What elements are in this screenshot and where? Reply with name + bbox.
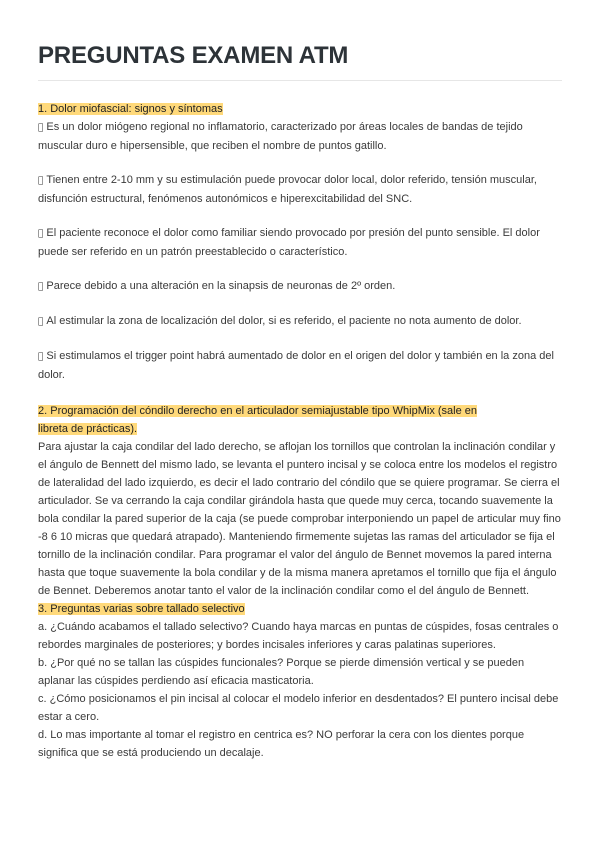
section-heading: 2. Programación del cóndilo derecho en el articulador semiajustable tipo WhipMix (sale en libreta de prácticas). — [38, 405, 478, 435]
bullet-item: Parece debido a una alteración en la sinapsis de neuronas de 2º orden. — [38, 277, 562, 296]
question-item: a. ¿Cuándo acabamos el tallado selectivo? Cuando haya marcas en puntas de cúspides, fosas centrales o rebordes marginales de posteriores; y bordes incisales inferiores y caras palatinas superiores. — [38, 621, 559, 651]
question-item: d. Lo mas importante al tomar el registro en centrica es? NO perforar la cera con los dientes porque significa que se está produciendo un decalaje. — [38, 729, 525, 759]
section-programacion-condilo — [38, 402, 562, 600]
document-content — [38, 100, 562, 762]
missing-glyph-box-icon — [38, 352, 43, 362]
section-body: Para ajustar la caja condilar del lado derecho, se aflojan los tornillos que controlan la inclinación condilar y el ángulo de Bennett del mismo lado, se levanta el puntero incisal y se coloca entre los modelos el registro de lateralidad del lado izquierdo, es decir el lado contrario del cóndilo que se quiere programar. Se cierra el articulador. Se va cerrando la caja condilar girándola hasta que quede muy cerca, tocando suavemente la bola condilar la pared superior de la caja (se puede comprobar interponiendo un papel de articular muy fino -8 6 10 micras que quedará atrapado). Manteniendo firmemente sujetas las ramas del articulador se fija el tornillo de la inclinación condilar. Para programar el valor del ángulo de Bennet movemos la pared interna hasta que toque suavemente la bola condilar y de la misma manera apretamos el tornillo que fija el ángulo de Bennet. Deberemos anotar tanto el valor de la inclinación condilar como el del ángulo de Bennett. — [38, 441, 561, 597]
page-title: PREGUNTAS EXAMEN ATM — [38, 42, 349, 69]
bullet-item: Es un dolor miógeno regional no inflamatorio, caracterizado por áreas locales de bandas de tejido muscular duro e hipersensible, que reciben el nombre de puntos gatillo. — [38, 121, 518, 152]
question-item: c. ¿Cómo posicionamos el pin incisal al colocar el modelo inferior en desdentados? El puntero incisal debe estar a cero. — [38, 693, 559, 723]
missing-glyph-box-icon — [38, 282, 43, 292]
missing-glyph-box-icon — [38, 317, 43, 327]
section-heading: 3. Preguntas varias sobre tallado selectivo — [38, 603, 245, 615]
bullet-item: El paciente reconoce el dolor como familiar siendo provocado por presión del punto sensible. El dolor puede ser referido en un patrón preestablecido o característico. — [38, 227, 535, 258]
section-tallado-selectivo — [38, 600, 562, 762]
section-heading: 1. Dolor miofascial: signos y síntomas — [38, 103, 223, 115]
bullet-item: Tienen entre 2-10 mm y su estimulación puede provocar dolor local, dolor referido, tensión muscular, disfunción estructural, fenómenos autonómicos e hiperexcitabilidad del SNC. — [38, 174, 532, 205]
bullet-item: Si estimulamos el trigger point habrá aumentado de dolor en el origen del dolor y también en la zona del dolor. — [38, 350, 549, 381]
title-divider — [38, 80, 562, 81]
bullet-item: Al estimular la zona de localización del dolor, si es referido, el paciente no nota aumento de dolor. — [38, 312, 562, 331]
missing-glyph-box-icon — [38, 123, 43, 133]
section-dolor-miofascial — [38, 100, 562, 384]
question-item: b. ¿Por qué no se tallan las cúspides funcionales? Porque se pierde dimensión vertical y se pueden aplanar las cúspides perdiendo así eficacia masticatoria. — [38, 657, 525, 687]
missing-glyph-box-icon — [38, 229, 43, 239]
missing-glyph-box-icon — [38, 176, 43, 186]
